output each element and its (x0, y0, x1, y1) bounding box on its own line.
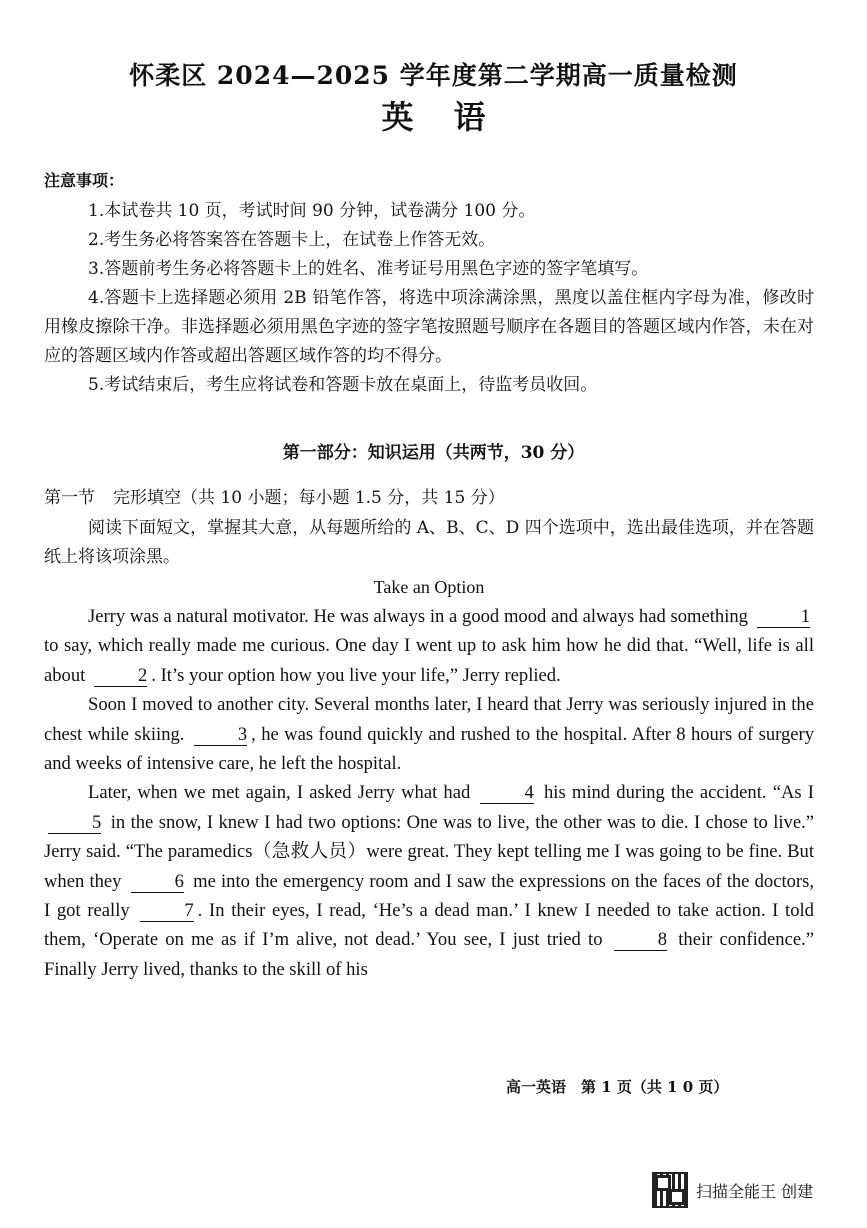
blank-7: 7 (140, 901, 193, 922)
blank-1: 1 (757, 607, 810, 628)
passage-text: his mind during the accident. “As I (543, 782, 814, 804)
passage-text: . In their eyes, I read, ‘He’s a dead man.’ I knew I needed to take action. I told them, ‘Operate on me as if I’m alive, not dead.’ You see, I just tried to (44, 900, 814, 951)
blank-6: 6 (131, 872, 184, 893)
blank-2: 2 (94, 666, 147, 687)
passage-text: me into the emergency room and I saw the expressions on the faces of the doctors, I got really (44, 870, 814, 922)
part-title: 第一部分：知识运用（共两节，30 分） (282, 443, 585, 463)
subject-title: 英语 (381, 98, 526, 136)
passage-paragraph (44, 690, 814, 778)
passage-text: their confidence.” Finally Jerry lived, thanks to the skill of his (44, 929, 814, 980)
passage-paragraph (44, 778, 814, 984)
blank-3: 3 (194, 725, 247, 746)
note-item: 3.答题前考生务必将答题卡上的姓名、准考证号用黑色字迹的签字笔填写。 (88, 259, 649, 279)
passage-paragraph (44, 602, 814, 690)
notes-heading: 注意事项： (44, 171, 125, 190)
passage-text: . It’s your option how you live your life,” Jerry replied. (151, 664, 561, 686)
passage-text: in the snow, I knew I had two options: One was to live, the other was to die. I chose to live.” Jerry said. “The paramedics（急救人员）were great. They kept telling me I was going to be fine. But when they (44, 811, 814, 892)
section-title: 完形填空（共 10 小题；每小题 1.5 分，共 15 分） (113, 488, 505, 508)
scanner-watermark (652, 1172, 813, 1208)
qr-code-icon (652, 1172, 688, 1208)
exam-title: 怀柔区 2024—2025 学年度第二学期高一质量检测 (129, 61, 738, 90)
blank-5: 5 (48, 813, 101, 834)
watermark-text: 扫描全能王 创建 (696, 1181, 814, 1201)
blank-4: 4 (480, 783, 533, 804)
passage-text: Later, when we met again, I asked Jerry what had (88, 782, 471, 804)
section-instruction: 阅读下面短文，掌握其大意，从每题所给的 A、B、C、D 四个选项中，选出最佳选项，并在答题纸上将该项涂黑。 (44, 518, 814, 567)
blank-8: 8 (614, 930, 667, 951)
notes-block (44, 168, 814, 400)
passage-text: to say, which really made me curious. One day I went up to ask him how he did that. “Well, life is all about (44, 635, 814, 686)
note-item: 5.考试结束后，考生应将试卷和答题卡放在桌面上，待监考员收回。 (88, 375, 598, 395)
passage-title: Take an Option (373, 577, 485, 597)
section-heading (44, 484, 814, 512)
note-item: 2.考生务必将答案答在答题卡上，在试卷上作答无效。 (88, 230, 496, 250)
passage-text: Jerry was a natural motivator. He was always in a good mood and always had something (88, 606, 748, 627)
note-item: 1.本试卷共 10 页，考试时间 90 分钟，试卷满分 100 分。 (88, 201, 536, 221)
section-number: 第一节 (44, 488, 95, 508)
note-item: 4.答题卡上选择题必须用 2B 铅笔作答，将选中项涂满涂黑，黑度以盖住框内字母为准，修改时用橡皮擦除干净。非选择题必须用黑色字迹的签字笔按照题号顺序在各题目的答题区域内作答，未在对应的答题区域内作答或超出答题区域作答的均不得分。 (44, 288, 814, 366)
passage-text: , he was found quickly and rushed to the hospital. After 8 hours of surgery and weeks of intensive care, he left the hospital. (44, 723, 815, 775)
passage-text: Soon I moved to another city. Several months later, I heard that Jerry was seriously injured in the chest while skiing. (44, 694, 814, 745)
cloze-section (44, 484, 814, 984)
page-footer: 高一英语 第 1 页（共 1 0 页） (506, 1078, 729, 1096)
